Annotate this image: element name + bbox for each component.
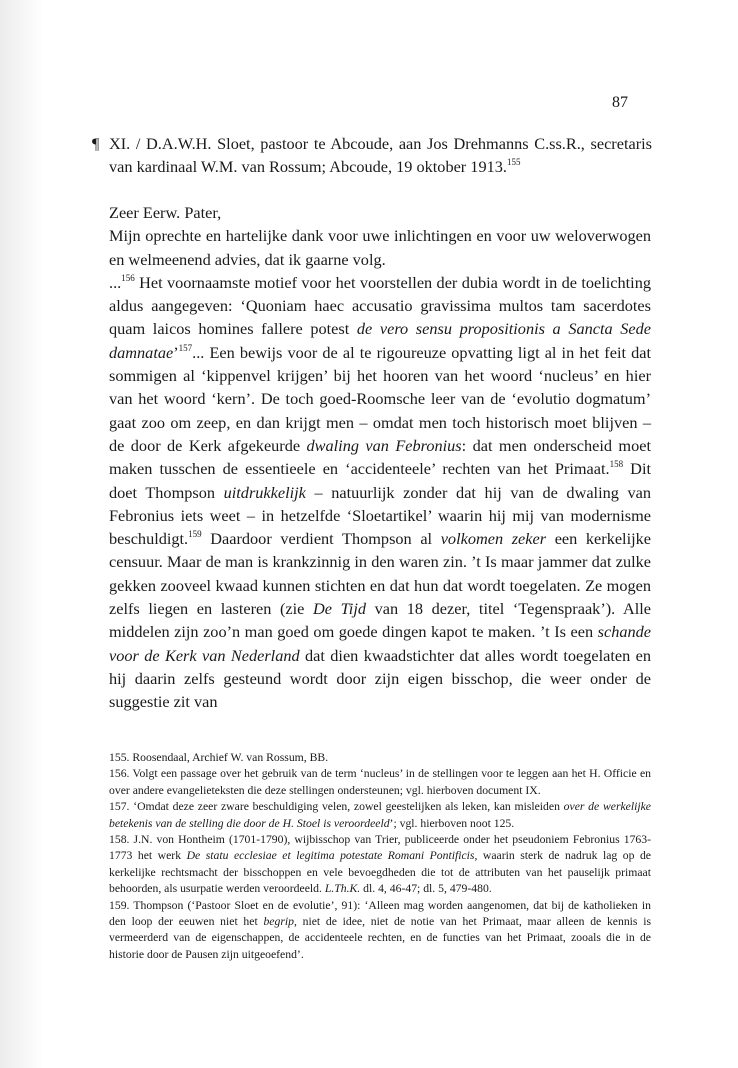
paragraph-2 xyxy=(109,271,651,714)
text-run: Daardoor verdient Thompson al xyxy=(201,529,441,549)
footnote-ref-156[interactable]: 156 xyxy=(121,272,135,283)
text-run: 159. Thompson (‘Pastoor Sloet en de evolutie’, 91): ‘Alleen mag worden aangenomen, dat bij de katholieken in den loop der eeuwen niet het xyxy=(109,898,651,929)
text-run: een kerkelijke censuur. Maar de man is krankzinnig in den waren zin. ’t Is maar jammer dat zulke gekken zooveel kwaad kunnen stichten en dat hun dat wordt toegelaten. Ze mogen zelfs liegen en lasteren (zie xyxy=(109,529,651,619)
text-run: – natuurlijk zonder dat hij van de dwaling van Febronius iets weet – in hetzelfde ‘Sloetartikel’ waarin hij mij van modernisme beschuldigt. xyxy=(109,482,651,549)
italic-run: uitdrukkelijk xyxy=(223,482,306,502)
text-run: ... Een bewijs voor de al te rigoureuze opvatting ligt al in het feit dat sommigen al ‘kippenvel krijgen’ bij het hooren van het woord ‘nucleus’ en hier van het woord ‘kern’. De toch goed-Roomsche leer van de ‘evolutio dogmatum’ gaat zoo om zeep, en dan krijgt men – omdat men toch historisch moet blijven – de door de Kerk afgekeurde xyxy=(109,342,651,455)
footnote-155: 155. Roosendaal, Archief W. van Rossum, BB. xyxy=(109,751,329,764)
text-run: 158. J.N. von Hontheim (1701-1790), wijbisschop van Trier, publiceerde onder het pseudoniem Febronius 1763-1773 het werk xyxy=(109,833,651,863)
italic-run: L.Th.K. xyxy=(324,882,361,896)
footnote-158 xyxy=(109,832,651,898)
text-run: dl. 4, 46-47; dl. 5, 479-480. xyxy=(360,882,492,896)
page-number: 87 xyxy=(612,94,628,111)
footnote-ref-158[interactable]: 158 xyxy=(609,459,624,470)
footnote-159 xyxy=(109,898,651,964)
footnote-ref-157[interactable]: 157 xyxy=(178,342,193,353)
italic-run: schande voor de Kerk van Nederland xyxy=(109,622,651,665)
text-run: Dit doet Thompson xyxy=(109,459,651,502)
letter-title xyxy=(109,132,652,178)
pilcrow-icon: ¶ xyxy=(92,134,100,153)
italic-run: de vero sensu propositionis a Sancta Sede damnatae xyxy=(109,319,651,362)
text-run: 157. ‘Omdat deze zeer zware beschuldiging velen, zowel geestelijken als leken, kan misleiden xyxy=(109,800,564,814)
footnotes xyxy=(109,750,651,963)
text-run: : dat men onderscheid moet maken tusschen de essentieele en ‘accidenteele’ rechten van het Primaat. xyxy=(109,435,651,479)
footnote-ref-159[interactable]: 159 xyxy=(188,529,202,540)
text-run: , waarin sterk de nadruk lag op de kerkelijke rechtsmacht der bisschoppen en vele bevoegdheden die tot de attributen van het pauselijk primaat behoorden, als usurpatie werden veroordeeld. xyxy=(109,849,651,896)
text-run: Het voornaamste motief voor het voorstellen der dubia wordt in de toelichting aldus aangegeven: ‘Quoniam haec accusatio gravissima multos tam sacerdotes quam laicos homines fallere potest xyxy=(109,272,651,339)
salutation: Zeer Eerw. Pater, xyxy=(109,203,222,222)
footnote-157 xyxy=(109,799,651,832)
italic-run: De statu ecclesiae et legitima potestate Romani Pontificis xyxy=(186,849,475,863)
italic-run: over de werkelijke betekenis van de stelling die door de H. Stoel is veroordeeld xyxy=(109,800,651,830)
italic-run: volkomen zeker xyxy=(440,529,547,549)
footnote-156: 156. Volgt een passage over het gebruik van de term ‘nucleus’ in de stellingen voor te leggen aan het H. Officie en over andere evangelieteksten die deze stellingen ondersteunen; vgl. hierboven document IX. xyxy=(109,767,651,797)
text-run: ’; vgl. hierboven noot 125. xyxy=(389,816,515,830)
italic-run: De Tijd xyxy=(313,599,366,619)
text-run: dat dien kwaadstichter dat alles wordt toegelaten en hij daarin zelfs gesteund wordt door zijn eigen bisschop, die weer onder de suggestie zit van xyxy=(109,645,652,712)
text-run: van 18 dezer, titel ‘Tegenspraak’). Alle middelen zijn zoo’n man goed om goede dingen kapot te maken. ’t Is een xyxy=(109,599,651,642)
footnote-ref-155[interactable]: 155 xyxy=(506,157,521,167)
page-spine-shadow xyxy=(0,0,44,1068)
italic-run: dwaling van Febronius xyxy=(306,435,462,455)
text-run: ... xyxy=(109,272,122,292)
paragraph-1: Mijn oprechte en hartelijke dank voor uwe inlichtingen en voor uw weloverwogen en welmeenend advies, dat ik gaarne volg. xyxy=(109,226,651,269)
text-run: ’ xyxy=(173,342,179,362)
text-run: , niet de idee, niet de notie van het Primaat, maar alleen de kennis is vermeerderd van de eigenschappen, de accidenteele rechten, en de functies van het Primaat, zooals die in de historie door de Pausen zijn uitgeoefend’. xyxy=(109,915,651,961)
letter-title-text: XI. / D.A.W.H. Sloet, pastoor te Abcoude, aan Jos Drehmanns C.ss.R., secretaris van kardinaal W.M. van Rossum; Abcoude, 19 oktober 1913. xyxy=(109,134,652,176)
letter-body xyxy=(109,201,651,714)
letter-heading xyxy=(92,132,652,178)
italic-run: begrip xyxy=(263,915,294,929)
